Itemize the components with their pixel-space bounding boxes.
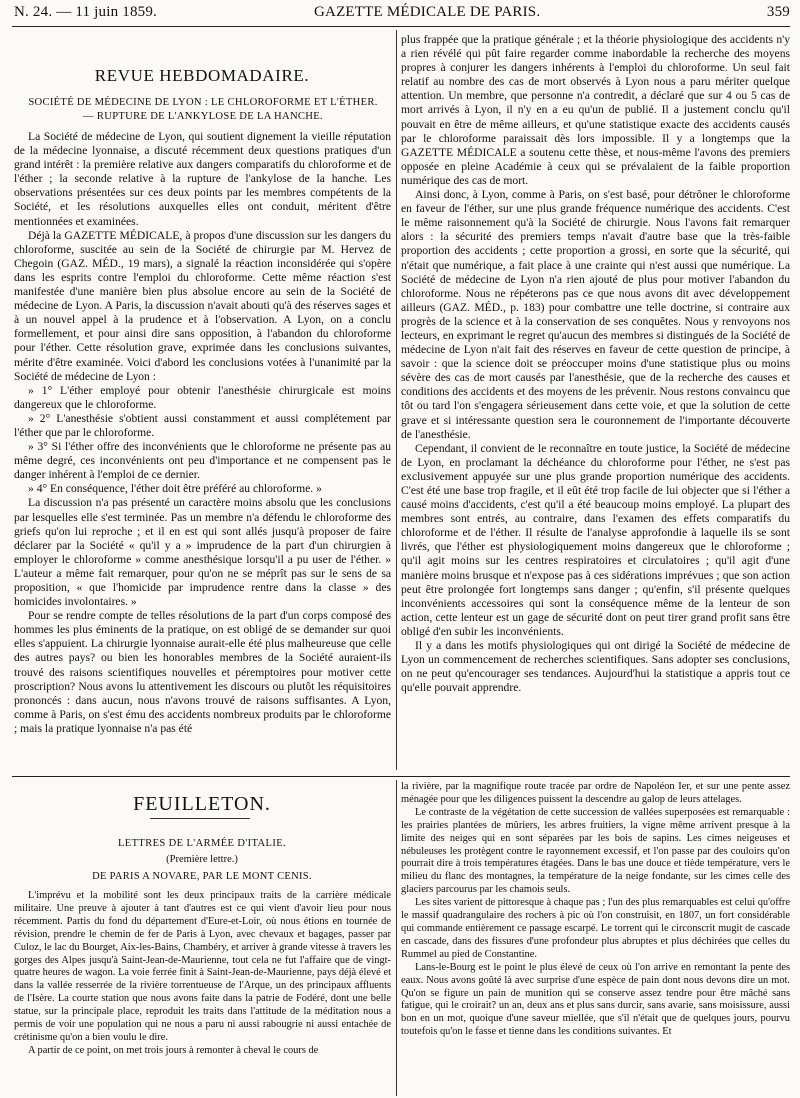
paragraph: La discussion n'a pas présenté un caractère moins absolu que les conclusions par lesquelles elle s'est terminée. Pas un membre n'a défendu le chloroforme des griefs qu'on lui reproche ; et il en est qui sont allés jusqu'à proposer de faire déclarer par la Société « qu'il y a » imprudence de la part d'un chirurgien à employer le chloroforme » comme anesthésique lorsqu'il a pu user de l'éther. » L'auteur a même fait remarquer, pour qu'on ne se méprît pas sur le sens de sa proposition, « que l'homicide par imprudence rentre dans la classe » des homicides involontaires. » [14, 496, 391, 609]
feuilleton-right-column [401, 781, 790, 1095]
paragraph: la rivière, par la magnifique route tracée par ordre de Napoléon Ier, et sur une pente assez ménagée pour que les diligences puissent la descendre au galop de leurs attelages. [401, 781, 790, 805]
paragraph: Les sites varient de pittoresque à chaque pas ; l'un des plus remarquables est celui qu'offre le massif quadrangulaire des rochers à pic où l'on construisit, en 1807, un fort considérable qui commande entièrement ce passage escarpé. Le torrent qui le circonscrit mugit de cascade en cascade, dans des fissures d'une profondeur plus abruptes et plus déchirées que celles du Rummel au pied de Constantine. [401, 897, 790, 960]
revue-right-column [401, 33, 790, 773]
paragraph: Déjà la GAZETTE MÉDICALE, à propos d'une discussion sur les dangers du chloroforme, suscitée au sein de la Société de chirurgie par M. Hervez de Chegoin (GAZ. MÉD., 19 mars), a signalé la réaction inconsidérée qui s'opère dans les esprits contre l'emploi du chloroforme. Cette même réaction s'est manifestée d'une manière bien plus absolue encore au sein de la Société de médecine de Lyon. A Paris, la discussion n'avait abouti qu'à des réserves sages et à un nouvel appel à la prudence et à l'observation. A Lyon, on a conclu formellement, et pour ainsi dire sans opposition, à l'abandon du chloroforme pour l'éther. Cette résolution grave, exprimée dans les conclusions suivantes, mérite d'être examinée. Voici d'abord les conclusions votées à l'unanimité par la Société de médecine de Lyon : [14, 228, 391, 383]
revue-title: REVUE HEBDOMADAIRE. [94, 66, 310, 85]
paragraph: L'imprévu et la mobilité sont les deux principaux traits de la carrière médicale militaire. Une preuve à ajouter à tant d'autres est ce qui vient d'avoir lieu pour nous récemment. Partis du fond du département d'Eure-et-Loir, où nous étions en tournée de révision, prendre le chemin de fer de Paris à Lyon, avec chevaux et bagages, passer par Culoz, le lac du Bourget, Aix-les-Bains, Chambéry, et arriver à grande vitesse à travers les gorges des Alpes jusqu'à Saint-Jean-de-Maurienne, tout cela ne fut l'affaire que de vingt-quatre heures de wagon. La voie ferrée finit à Saint-Jean-de-Maurienne, pays déjà élevé et dans la vallée resserrée de la rivière torrentueuse de l'Arque, un des principaux affluents de l'Isère. La courte station que nous avons faite dans la patrie de Fodéré, dont une belle statue, sur la principale place, reproduit les traits dans l'attitude de la méditation nous a permis de voir une population qui ne nous a paru ni aussi rabougrie ni aussi entachée de crétinisme qu'on a bien voulu le dire. [14, 890, 391, 1043]
paragraph: Lans-le-Bourg est le point le plus élevé de ceux où l'on arrive en remontant la pente des eaux. Nous avons goûté là avec surprise d'une espèce de pain dont nous devons dire un mot. Qu'on se figure un pain de munition qui se conserve assez tendre pour être mâché sans fatigue, qui le croirait? un an, deux ans et plus sans durcir, sans avarie, sans moisissure, aussi bon en un mot, quoique d'une saveur miellée, que s'il n'était que de quelques jours, pourvu toutefois qu'on le fasse et tienne dans les conditions suivantes. Et [401, 961, 790, 1038]
paragraph: Pour se rendre compte de telles résolutions de la part d'un corps composé des hommes les plus éminents de la pratique, on est obligé de se demander sur quoi elles s'appuient. La chirurgie lyonnaise aurait-elle été plus malheureuse que celle des autres pays? ou bien les honorables membres de la Société auraient-ils trouvé des raisons scientifiques nouvelles et péremptoires pour motiver cette proscription? Nous avons lu attentivement les discours ou plutôt les réquisitoires prononcés : dans aucun, nous n'avons trouvé de raisons suffisantes. A Lyon, comme à Paris, on s'est ému des accidents nombreux produits par le chloroforme ; mais la pratique lyonnaise n'a pas été [14, 609, 391, 735]
route-heading: DE PARIS A NOVARE, PAR LE MONT CENIS. [92, 871, 312, 882]
paragraph: » 1° L'éther employé pour obtenir l'anesthésie chirurgicale est moins dangereux que le chloroforme. [14, 383, 391, 411]
revue-left-column [14, 130, 391, 772]
paragraph: Ainsi donc, à Lyon, comme à Paris, on s'est basé, pour détrôner le chloroforme en faveur de l'éther, sur une plus grande fréquence numérique des accidents. C'est le même raisonnement qu'à la Société de chirurgie. Nous l'avons fait remarquer alors : la sécurité des premiers temps n'avait d'autre base que la très-faible proportion des accidents ; cette proportion a grossi, en sorte que la sécurité, qui n'était que numérique, a fait place à une crainte qui n'est aussi que numérique. La Société de médecine de Lyon n'a rien ajouté de plus pour motiver l'abandon du chloroforme. Nous ne répéterons pas ce que nous avons dit avec développement ailleurs (GAZ. MÉD., p. 183) pour combattre une telle doctrine, si contraire aux progrès de la science et à la conservation de ses conquêtes. Nous y renvoyons nos lecteurs, en exprimant le regret qu'aucun des membres si distingués de la Société de médecine de Lyon n'ait fait des réserves en faveur de cette question de principe, à savoir : que la science doit se préoccuper moins d'une statistique plus ou moins sévère des cas de mort causés par l'anesthésie, que de la recherche des causes et conditions des accidents et des moyens de les prévenir. Nous restons convaincu que tôt ou tard l'on s'engagera sérieusement dans cette voie, et que la solution de cette grave et si intéressante question sera le couronnement de l'importante découverte de l'anesthésie. [401, 188, 790, 441]
revue-subtitle: SOCIÉTÉ DE MÉDECINE DE LYON : LE CHLOROFORME ET L'ÉTHER. — RUPTURE DE L'ANKYLOSE DE LA HANCHE. [28, 97, 378, 122]
paragraph: » 4° En conséquence, l'éther doit être préféré au chloroforme. » [28, 482, 322, 496]
paragraph: » 2° L'anesthésie s'obtient aussi constamment et aussi complétement par l'éther que par le chloroforme. [14, 411, 391, 439]
paragraph: Il y a dans les motifs physiologiques qui ont dirigé la Société de médecine de Lyon un commencement de recherches scientifiques. Sans adopter ses conclusions, on ne peut qu'encourager ses tendances. Aujourd'hui la statistique a appris tout ce qu'elle pouvait apprendre. [401, 639, 790, 695]
paragraph: La Société de médecine de Lyon, qui soutient dignement la vieille réputation de la médecine lyonnaise, a discuté récemment deux questions pratiques d'un grand intérêt : la première relative aux dangers comparatifs du chloroforme et de l'éther ; la seconde relative à la rupture de l'ankylose de la hanche. Les observations présentées sur ces deux points par les membres compétents de la Société, et les résolutions auxquelles elles ont conduit, méritent d'être mentionnées et examinées. [14, 130, 391, 228]
paragraph: Le contraste de la végétation de cette succession de vallées superposées est remarquable : les prairies plantées de mûriers, les arbres fruitiers, la vigne même arrivent presque à la limite des neiges qui en sont séparées par les bois de sapins. Les cimes neigeuses et nébuleuses les protègent contre le rayonnement excessif, et l'on passe par des couloirs qu'on pourrait dire à trois températures étagées. Dans le bas une douce et tiède température, vers le milieu du flanc des montagnes, la température de la neige fondante, sur les cimes celle des glaciers parcourus par les chamois seuls. [401, 806, 790, 896]
letter-number: (Première lettre.) [166, 854, 238, 865]
title-underline [150, 818, 250, 819]
feuilleton-left-column [14, 890, 391, 1095]
feuilleton-subtitle: LETTRES DE L'ARMÉE D'ITALIE. [117, 838, 287, 849]
column-divider [396, 30, 397, 770]
paragraph: A partir de ce point, on met trois jours à remonter à cheval le cours de [28, 1044, 319, 1056]
paragraph: plus frappée que la pratique générale ; et la théorie physiologique des accidents n'y a rien révélé qui pût faire regarder comme inabordable la recherche des moyens propres à conjurer les dangers inhérents à l'emploi du chloroforme. Un seul fait relatif au nombre des cas de mort observés à Lyon nous a paru mériter quelque attention. Un membre, que personne n'a contredit, a déclaré que sur 4 ou 5 cas de mort arrivés à Lyon, il n'y en a eu qu'un de publié. Il a justement conclu qu'il pouvait en être de même ailleurs, et qu'une statistique exacte des accidents causés par le chloroforme paraissait dès lors impossible. Il y a longtemps que la GAZETTE MÉDICALE a soutenu cette thèse, et nous-même l'avons des premiers opposée en pleine Académie à ceux qui se prévalaient de la faible proportion numérique des cas de mort. [401, 33, 790, 187]
header-rule [12, 26, 790, 27]
journal-title: GAZETTE MÉDICALE DE PARIS. [314, 4, 541, 20]
column-divider [396, 780, 397, 1096]
paragraph: Cependant, il convient de le reconnaître en toute justice, la Société de médecine de Lyon, en proclamant la déchéance du chloroforme pour l'éther, ne s'est pas exclusivement appuyée sur une plus grande proportion numérique des accidents. C'est été une base trop fragile, et il eût été trop facile de lui objecter que si l'éther a causé moins d'accidents, c'est qu'il a été beaucoup moins employé. La plupart des membres sont entrés, au contraire, dans l'examen des effets comparatifs du chloroforme et de l'éther. Il résulte de l'analyse approfondie à laquelle ils se sont livrés, que l'éther est physiologiquement moins dangereux que le chloroforme ; qu'il agit moins sur les centres respiratoires et circulatoires ; qu'il agit d'une manière moins brusque et n'expose pas à ces sidérations imprévues ; que son action peut être prolongée fort longtemps sans danger ; qu'enfin, s'il présente quelques inconvénients accessoires qui sont la conséquence même de la lenteur de son action, cette lenteur est un gage de sécurité dont on peut tirer grand profit sans être obligé d'en subir les inconvénients. [401, 441, 790, 638]
paragraph: » 3° Si l'éther offre des inconvénients que le chloroforme ne présente pas au même degré, ces inconvénients ont peu d'importance et ne compensent pas le danger inhérent à l'emploi de ce dernier. [14, 440, 391, 482]
page-number: 359 [766, 4, 790, 20]
feuilleton-rule [12, 776, 790, 777]
feuilleton-title: FEUILLETON. [133, 793, 271, 815]
issue-number: N. 24. — 11 juin 1859. [14, 4, 158, 20]
